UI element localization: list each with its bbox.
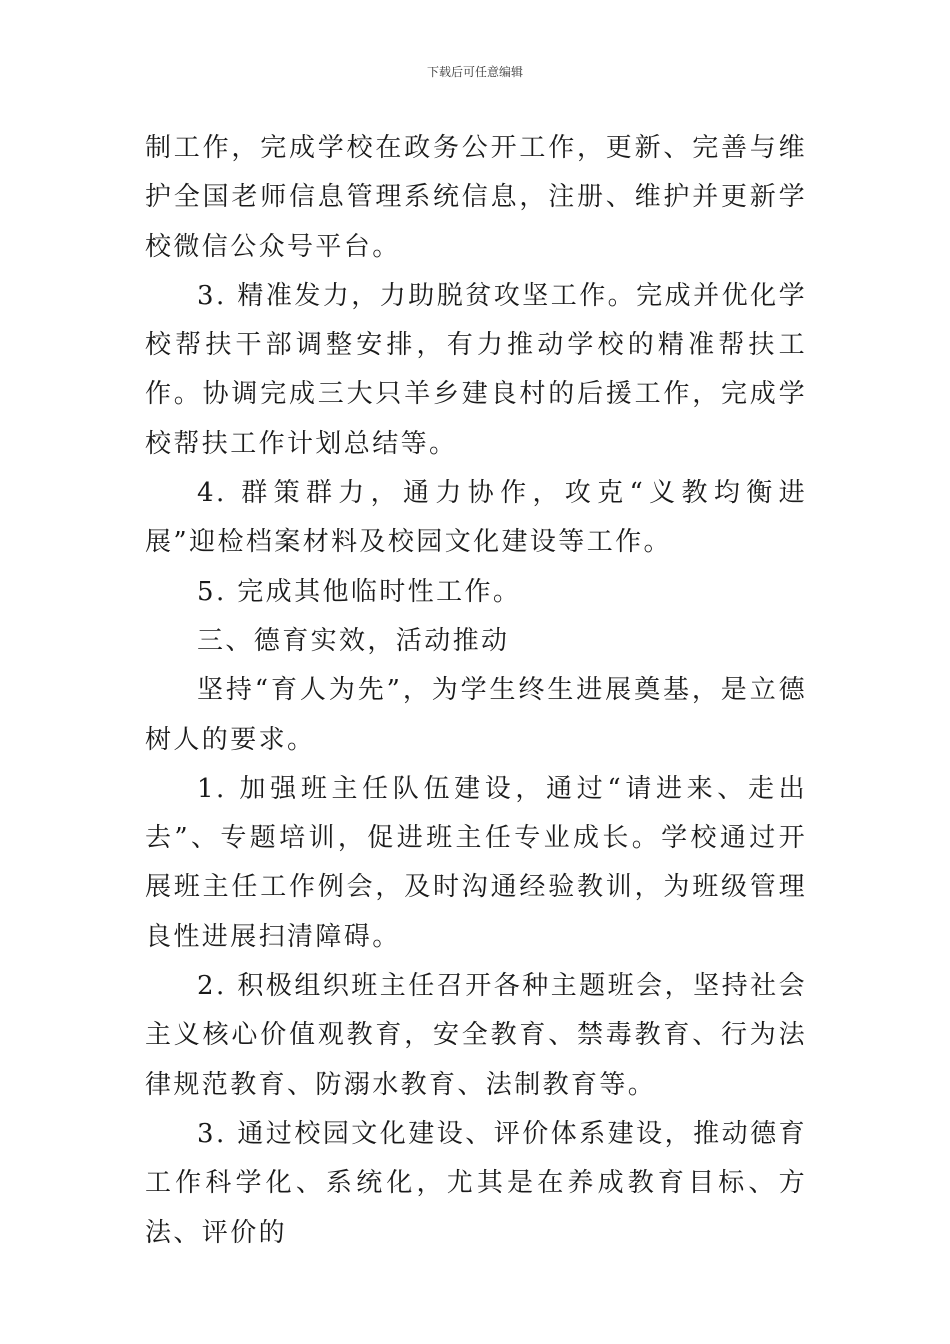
- paragraph-3: 4. 群策群力，通力协作，攻克“义教均衡进展”迎检档案材料及校园文化建设等工作。: [145, 478, 807, 558]
- page-header: 下载后可任意编辑: [426, 65, 523, 79]
- document-body: [145, 124, 807, 1258]
- section-heading: 三、德育实效，活动推动: [197, 625, 510, 656]
- paragraph-6: 坚持“育人为先”，为学生终生进展奠基，是立德树人的要求。: [145, 675, 807, 755]
- paragraph-9: 3. 通过校园文化建设、评价体系建设，推动德育工作科学化、系统化，尤其是在养成教育目标、方法、评价的: [145, 1118, 807, 1248]
- paragraph-1: 制工作，完成学校在政务公开工作，更新、完善与维护全国老师信息管理系统信息，注册、维护并更新学校微信公众号平台。: [145, 133, 807, 262]
- paragraph-7: 1. 加强班主任队伍建设，通过“请进来、走出去”、专题培训，促进班主任专业成长。学校通过开展班主任工作例会，及时沟通经验教训，为班级管理良性进展扫清障碍。: [145, 773, 807, 952]
- paragraph-2: 3. 精准发力，力助脱贫攻坚工作。完成并优化学校帮扶干部调整安排，有力推动学校的精准帮扶工作。协调完成三大只羊乡建良村的后援工作，完成学校帮扶工作计划总结等。: [145, 280, 807, 459]
- paragraph-8: 2. 积极组织班主任召开各种主题班会，坚持社会主义核心价值观教育，安全教育、禁毒教育、行为法律规范教育、防溺水教育、法制教育等。: [145, 971, 807, 1100]
- paragraph-4: 5. 完成其他临时性工作。: [197, 576, 522, 607]
